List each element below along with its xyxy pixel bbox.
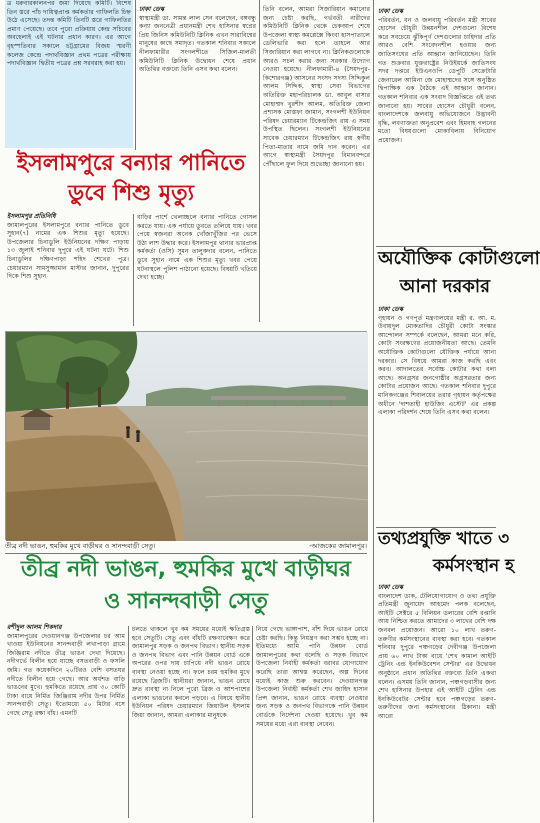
body-text: স্বাস্থ্যমন্ত্রী ডা. সামন্ত লাল সেন বলেছেন, বঙ্গবন্ধু কন্যা জননেত্রী প্রধানমন্ত্রী শেখ হাসিনার স্বপ্নের প্রিয় জিনিস কমিউনিটি ক্লিনিক এখন সারাবিশ্বের মানুষের কাছে সমাদৃত। গতকাল শনিবার সকালে নীলফামারীর সংগলশীতে সিজিল-মালতী কমিউনিটি ক্লিনিক উদ্বোধন শেষে প্রধান অতিথির বক্তব্যে তিনি এসব কথা বলেন। <box>139 14 256 74</box>
photo-credit: -আজকের জামালপুর। <box>309 542 367 550</box>
river-photo-illustration <box>6 332 368 541</box>
section-divider <box>376 246 496 247</box>
article-islampur-text-left <box>7 213 129 329</box>
article-river-col2: চলতে থাকলে খুব কম সময়ের মধ্যেই ক্ষতিগ্রস্ত হবে সেতুটি। সেতু এবং বাঁধটি রক্ষণাবেক্ষণ করে জামালপুর সড়ক ও জনপথ বিভাগ। স্থানীয় সড়ক ও জনপথ বিভাগ এবং পানি উন্নয়ন বোর্ড একে অপরের ওপর দায় চাপিয়ে নদী ভাঙন রোধে ব্যবস্থা নেওয়া হচ্ছে না। ফলে চরম হুমকির মুখে রয়েছে ব্রিজটি। স্থানীয়রা জানান, ভাঙন রোধে দ্রুত ব্যবস্থা না নিলে পুরো ব্রিজ ও আশপাশের এলাকা ভাঙনের কবলে পড়বে। এ বিষয়ে স্থানীয় ইউনিয়ন পরিষদ চেয়ারম্যান জিয়াউল ইসলাম জিয়া জানান, আমরা এলাকার মানুষকে <box>132 626 250 719</box>
byline: ঢাকা ডেস্ক <box>139 6 165 13</box>
article-climate <box>378 8 496 246</box>
column-divider <box>259 0 260 322</box>
article-islampur-text-right: বাড়ির পার্শে খেলাচ্ছলে বন্যার পানিতে গোসল করতে যায়। এক পর্যায়ে ডুবতে তলিয়ে যায়। খবর পেয়ে স্বজনরা অনেক খোঁজাখুঁজির পর ভেসে উঠা লাশ উদ্ধার করে। ইসলামপুর থানার ভারপ্রাপ্ত কর্মকর্তা (ওসি) সুমন তালুকদার বলেন, পানিতে ডুবে সুহান নামে এক শিশুর মৃত্যু খবর পেয়ে ঘটনাস্থলে পুলিশ পাঠানো হয়েছে। বিষয়টি খতিয়ে দেখা হচ্ছে। <box>137 214 257 282</box>
byline: ঢাকা ডেস্ক <box>378 8 404 15</box>
column-divider <box>128 626 129 818</box>
column-divider <box>373 0 374 530</box>
headline-it-line1: তথ্যপ্রযুক্তি খাতে ৩ <box>378 529 510 549</box>
article-community-clinic-continued: তিনি বলেন, আমরা সিজারিয়ান কমানোর জন্য চেষ্টা করছি, গর্ভবতী নারীদের কমিউনিটি ক্লিনিক থেকে চেকআপ শেষে উপজেলা স্বাস্থ্য কমপ্লেক্সে কিংবা হাসপাতালে ডেলিভারি করা হলে তাহলে আর সিজারিয়ান করা লাগবে না। ক্লিনিকগুলোকে আরও সচল করার জন্য সরকার উদ্যোগ নেওয়া হয়েছে। নীলফামারী-৪ (সৈয়দপুর-কিশোরগঞ্জ) আসনের সংসদ সদস্য সিদ্দিকুল আলম সিদ্দিক, স্বাস্থ্য সেবা বিভাগের অতিরিক্ত মহাপরিচালক ডা. আবুল বাসার মোহাম্মদ খুরশীদ আলম, অতিরিক্ত জেলা প্রশাসক মোস্তফা জামান, সংগলশী ইউনিয়ন পরিষদ চেয়ারম্যান টিকেন্দ্রজিৎ রায় এ সময় উপস্থিত ছিলেন। সংগলশী ইউনিয়নের সাবেক চেয়ারম্যান টিকেন্দ্রজিৎ রায় স্বর্গীয় পিতা-মাতার নামে জমি দান করেন। এর আগে স্বাস্থ্যমন্ত্রী সৈয়দপুর বিমানবন্দরে পৌঁছালে ফুল দিয়ে শুভেচ্ছা জানানো হয়। <box>263 6 370 168</box>
byline: রশীদুল আলম শিকদার <box>7 624 62 631</box>
byline: ইসলামপুর প্রতিনিধি <box>7 213 56 220</box>
section-divider <box>5 553 367 554</box>
column-divider <box>135 0 136 150</box>
body-text: পরিবর্তন, বন ও জলবায়ু পরিবর্তন মন্ত্রী সাবের হোসেন চৌধুরী উন্নয়নশীল দেশগুলো বিশেষ করে সবচেয়ে ঝুঁকিপূর্ণ দেশগুলোর চাহিদার প্রতি আরও বেশি সংবেদনশীল হওয়ার জন্য জাতিসংঘের প্রতি আহ্বান জানিয়েছেন। তিনি গত শুক্রবার যুক্তরাষ্ট্রের নিউইয়র্কে জাতিসংঘ সদর দপ্তরে ইউএনওপি ডেপুটি সেক্রেটারি জেনারেল আমিনা জে মোহাম্মদের সঙ্গে অনুষ্ঠিত দ্বিপাক্ষিক এক বৈঠকে এই আহ্বান জানান। গতকাল শনিবার এক সংবাদ বিজ্ঞপ্তিতে এই তথ্য জানানো হয়। সাবের হোসেন চৌধুরী বলেন, বাংলাদেশকে জলবায়ু অভিযোজনে উদ্ভাবনী বৃদ্ধি, লবণাক্ততা অনুপ্রবেশ এবং হিমবাহ গলনের মতো বিষয়গুলো মোকাবিলায় বিনিয়োগ প্রয়োজন। <box>378 16 496 144</box>
headline-river-line2: ও সানন্দবাড়ী সেতু <box>104 589 268 614</box>
article-river-col1 <box>7 624 125 820</box>
byline: ঢাকা ডেস্ক <box>378 306 404 313</box>
photo-caption-text: তীব্র নদী ভাঙন, হুমকির মুখে বাড়ীঘর ও সানন্দবাড়ী সেতু। <box>5 542 156 550</box>
column-divider <box>133 214 134 326</box>
headline-river-line1: তীব্র নদী ভাঙন, হুমকির মুখে বাড়ীঘর <box>21 557 351 582</box>
body-text: বাংলাদেশ ডাক, টেলিযোগাযোগ ও তথ্য প্রযুক্তি প্রতিমন্ত্রী জুনায়েদ আহমেদ পলক বলেছেন, আইটি সেক্টরে ৫ বিলিয়ন ডলারের বেশি রপ্তানি আয় নিশ্চিত করতে আমাদের ৩ লাখের বেশি দক্ষ জনবল প্রয়োজন। আরো ১০ লাখ তরুণ-তরুণীর কর্মসংস্থানের ব্যবস্থা করা হবে। গতকাল শনিবার দুপুরে পঞ্চগড়ের দেবীগঞ্জ উপজেলা প্রায় ৬০ লাখ টাকা ব্যয়ে 'শেখ কামাল আইটি ট্রেনিং এন্ড ইনকিউবেশন সেন্টার' এর উদ্বোধন অনুষ্ঠানে প্রধান অতিথির বক্তব্যে তিনি একথা বলেন। এসময় তিনি জানান, পঞ্চগড়বাসীর জন্য শেখ হাসিনার উপহার এই আইটি ট্রেনিং এন্ড ইনকিউবেটর সেন্টার হবে পঞ্চগড়ের তরুণ-তরুণীদের জন্য কর্মসংস্থানের ঠিকানা। মন্ত্রী আরো <box>378 592 496 720</box>
river-erosion-photo <box>5 331 367 540</box>
byline: ঢাকা ডেস্ক <box>378 584 404 591</box>
photo-caption <box>5 542 367 551</box>
headline-it-line2: কর্মসংস্থান হ <box>432 556 514 576</box>
article-it <box>378 584 496 820</box>
body-text: জামালপুরের দেওয়ানগঞ্জ উপজেলার চর আম খাওয়া ইউনিয়নের সানন্দবাড়ী লখাপাড়া গ্রামে জিঞ্জিরাম নদীতে তীব্র ভাঙন দেখা দিয়েছে। নদীগর্ভে বিলীন হয়ে যাচ্ছে বসতবাড়ী ও ফসলি জমি। গত কয়েকদিনে ২০টিরও বেশি বসতঘর নদীতে বিলীন হয়ে গেছে। আর অর্ধশত বাড়ি ভাঙনের মুখে। হুমকিতে রয়েছে প্রায় ৩০ কোটি টাকা ব্যয়ে নির্মিত জিঞ্জিরাম নদীর উপর নির্মিত সানন্দবাড়ী সেতু। ইতোমধ্যে ৫০ মিটার বসে গেছে সেতু রক্ষা বাঁধ। এমনটি <box>7 632 125 717</box>
article-river-col3: নিয়ে গেছে ভাঙ্গাপাশ, বাঁশ দিয়ে ভাঙন রোধে চেষ্টা করছি। কিন্তু নিয়ন্ত্রণ করা সম্ভব হচ্ছে না। ইতিমধ্যে আমি পানি উন্নয়ন বোর্ড জামালপুরের কথা বলেছি ও সড়ক বিভাগে উপজেলা নির্বাহী কর্মকর্তা বরাবর যোগাযোগ করেছি তারা আশ্বস্ত করেছেন, অল্প দিনের মধ্যেই কাজ শুরু করবেন। দেওয়ানগঞ্জ উপজেলা নির্বাহী কর্মকর্তা শেখ জাহিদ হাসান প্রিন্স জানান, ভাঙন রোধে ব্যবস্থা নেওয়ার জন্য সড়ক ও জনপথ বিভাগকে পানি উন্নয়ন বোর্ডকে নির্দেশনা দেওয়া হয়েছে। খুব কম সময়ের মধ্যে এরা ব্যবস্থা নেবেন। <box>256 626 368 728</box>
column-divider <box>373 530 374 822</box>
section-divider <box>376 527 496 528</box>
headline-quota-line2: আনা দরকার <box>399 276 490 297</box>
body-text: জামালপুরের ইসলামপুরে বন্যার পানিতে ডুবে সুহান(৭) নামের এক শিশুর মৃত্যু হয়েছে। উপজেলার চিনাডুলি ইউনিয়নের দক্ষিণ পাড়ায় ১৩ জুলাই শনিবার দুপুরে এই ঘটনা ঘটে। শিশু চিনাডুলির দক্ষিণপাড়া শহিদ শেখের পুত্র। চেয়ারম্যান সামসুজ্জামান মাস্টার জানান, দুপুরের দিকে শিশু সুহান <box>7 221 129 281</box>
column-divider <box>252 626 253 818</box>
article-exam-paper-text: ত্র ধরুবারকালনপর জমা দিয়েছে কমিটি। বিশেষ তিন স্তরে পাঁচ দায়িত্বপ্রাপ্ত কর্মকর্তার গাফিলতি চিহ্ন উঠে এসেছে। তদন্ত কমিটি তিনটি স্তরে গাফিলতির প্রমাণ পেয়েছে। তবে পুরো প্রক্রিয়ায় কেন্দ্র সচিবের অবহেলাই এই ঘটনার প্রধান কারণ। এর আগে বৃহস্পতিবার সকালে চট্টগ্রামের বিজয় স্মরণী কলেজ কেন্দ্রে পদার্থবিজ্ঞান প্রথম পত্রের পরীক্ষায় পদার্থবিজ্ঞান দ্বিতীয় পত্রের প্রশ্ন সরবরাহ করা হয়। <box>7 0 131 68</box>
headline-islampur-line1: ইসলামপুরে বন্যার পানিতে <box>16 151 246 176</box>
headline-quota-line1: অযৌক্তিক কোটাগুলো <box>378 248 540 269</box>
body-text: গৃহায়ন ও গণপূর্ত মন্ত্রণালয়ের মন্ত্রী র. আ. ম. উবায়দুল মোকতাদির চৌধুরী কোটা সংস্কার আন্দোলন সম্পর্কে বলেছেন, আমরা মনে করি, কোটা সংরক্ষণের প্রয়োজনীয়তা আছে। তেমনি অযৌক্তিক কোটাগুলো যৌক্তিক পর্যায়ে আনা দরকার। সে বিষয়ে আমরা কাজ করছি এবং করব। আদালতের সর্বোচ্চ কোটার কথা বলা আছে। অনগ্রসর জনগোষ্ঠীর অগ্রসরতার জন্য কোটার প্রয়োজন আছে। গতকাল শনিবার দুপুরে মানিকগঞ্জের শিবালয়ের তরার গৃহায়ন কর্তৃপক্ষের অধীনে 'দাশতাহী হাউজিং এস্টেট' এর প্রকল্প এলাকা পরিদর্শন শেষে তিনি এসব কথা বলেন। <box>378 314 496 417</box>
headline-islampur-line2: ডুবে শিশু মৃত্যু <box>68 181 194 206</box>
article-community-clinic-text <box>139 6 256 150</box>
article-quota <box>378 306 496 526</box>
